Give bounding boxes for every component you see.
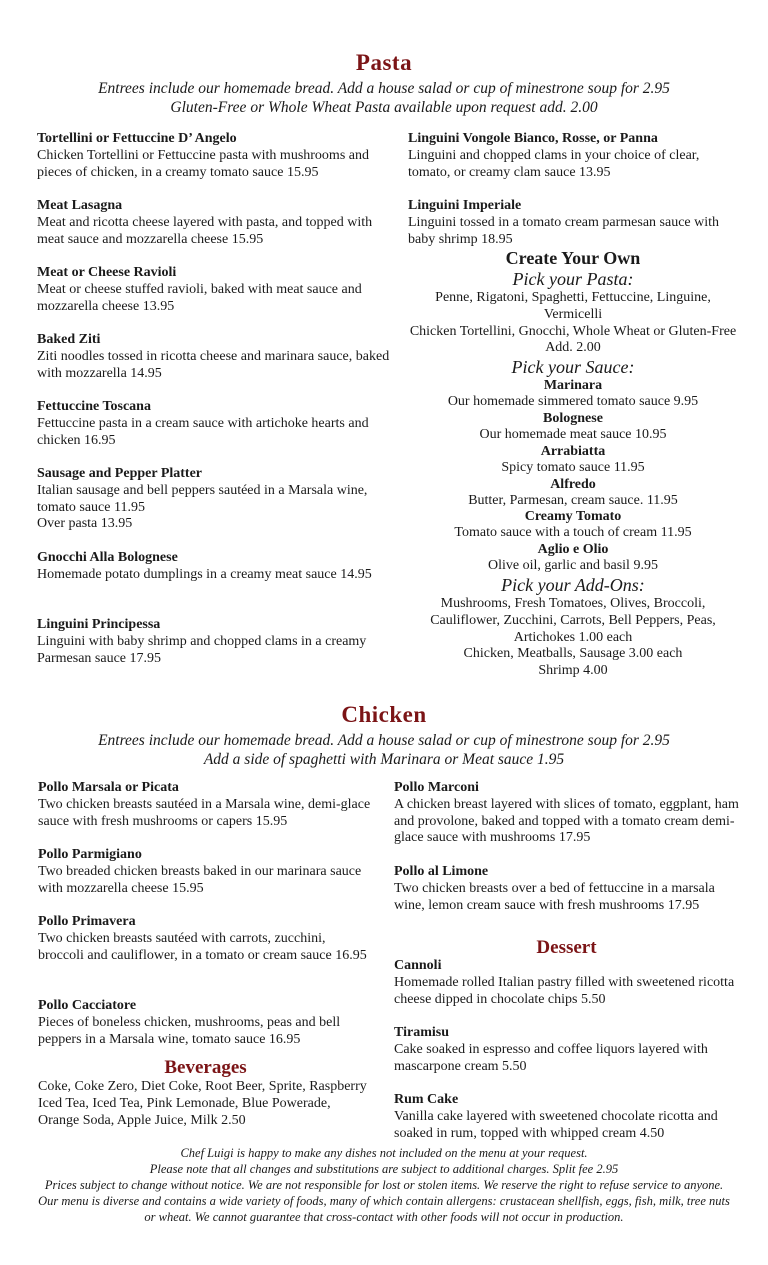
sauce-desc: Tomato sauce with a touch of cream 11.95 bbox=[454, 525, 692, 541]
item-desc: Meat or cheese stuffed ravioli, baked with meat sauce and mozzarella cheese 13.95 bbox=[37, 281, 362, 314]
pasta-subtitle-1: Entrees include our homemade bread. Add a house salad or cup of minestrone soup for 2.95 bbox=[98, 80, 670, 97]
cyo-pasta-list-2: Chicken Tortellini, Gnocchi, Whole Wheat or Gluten-Free Add. 2.00 bbox=[409, 323, 737, 356]
menu-item bbox=[394, 1092, 739, 1142]
item-name: Pollo al Limone bbox=[394, 864, 489, 879]
cyo-pasta-list-1: Penne, Rigatoni, Spaghetti, Fettuccine, Linguine, Vermicelli bbox=[435, 290, 711, 322]
cyo-title: Create Your Own bbox=[505, 248, 641, 268]
menu-item bbox=[37, 466, 392, 533]
sauce-name: Aglio e Olio bbox=[537, 542, 609, 558]
footer bbox=[38, 1145, 730, 1225]
chicken-subtitle-1: Entrees include our homemade bread. Add a house salad or cup of minestrone soup for 2.95 bbox=[98, 732, 670, 749]
dessert-title: Dessert bbox=[536, 937, 597, 958]
item-desc: Homemade potato dumplings in a creamy meat sauce 14.95 bbox=[37, 566, 372, 582]
sauce-desc: Our homemade simmered tomato sauce 9.95 bbox=[447, 394, 699, 410]
menu-item bbox=[394, 864, 739, 914]
menu-item bbox=[37, 265, 392, 315]
item-desc: Cake soaked in espresso and coffee liquors layered with mascarpone cream 5.50 bbox=[394, 1041, 708, 1074]
sauce-name: Marinara bbox=[543, 378, 603, 394]
item-name: Baked Ziti bbox=[37, 332, 101, 347]
item-desc: Chicken Tortellini or Fettuccine pasta with mushrooms and pieces of chicken, in a creamy tomato sauce 15.95 bbox=[37, 147, 369, 180]
item-name: Meat Lasagna bbox=[37, 198, 123, 213]
beverages-list bbox=[38, 1079, 373, 1129]
sauce-desc: Spicy tomato sauce 11.95 bbox=[501, 459, 645, 475]
item-desc: Two chicken breasts over a bed of fettuccine in a marsala wine, lemon cream sauce with fresh mushrooms 17.95 bbox=[394, 880, 715, 913]
item-desc: Ziti noodles tossed in ricotta cheese and marinara sauce, baked with mozzarella 14.95 bbox=[37, 348, 390, 381]
item-name: Pollo Cacciatore bbox=[38, 998, 137, 1013]
footer-line-1: Chef Luigi is happy to make any dishes not included on the menu at your request. bbox=[180, 1146, 588, 1160]
menu-item bbox=[37, 198, 392, 248]
item-name: Fettuccine Toscana bbox=[37, 399, 151, 414]
menu-item bbox=[394, 958, 739, 1008]
item-desc: Linguini with baby shrimp and chopped clams in a creamy Parmesan sauce 17.95 bbox=[37, 633, 367, 666]
sauce-name: Alfredo bbox=[550, 476, 596, 492]
sauce-desc: Our homemade meat sauce 10.95 bbox=[479, 426, 667, 442]
item-name: Linguini Principessa bbox=[37, 617, 161, 632]
menu-item bbox=[408, 131, 738, 181]
item-desc: Italian sausage and bell peppers sautéed in a Marsala wine, tomato sauce 11.95 bbox=[37, 482, 368, 515]
cyo-addons-1: Mushrooms, Fresh Tomatoes, Olives, Broccoli, Cauliflower, Zucchini, Carrots, Bell Peppers, Peas, Artichokes 1.00 each bbox=[430, 595, 716, 645]
sauce-desc: Butter, Parmesan, cream sauce. 11.95 bbox=[468, 492, 678, 508]
menu-item bbox=[37, 550, 392, 584]
item-name: Gnocchi Alla Bolognese bbox=[37, 550, 178, 565]
cyo-addons-3: Shrimp 4.00 bbox=[538, 663, 608, 679]
menu-item bbox=[394, 780, 739, 847]
menu-item bbox=[38, 780, 373, 830]
menu-item bbox=[38, 847, 373, 897]
menu-item bbox=[408, 198, 738, 248]
pasta-subtitle-2: Gluten-Free or Whole Wheat Pasta available upon request add. 2.00 bbox=[170, 99, 598, 116]
item-desc: Vanilla cake layered with sweetened chocolate ricotta and soaked in rum, topped with whipped cream 4.50 bbox=[394, 1108, 718, 1141]
item-desc: A chicken breast layered with slices of tomato, eggplant, ham and provolone, baked and topped with a tomato cream demi-glace sauce with mushrooms 17.95 bbox=[394, 796, 739, 846]
create-your-own-section bbox=[408, 248, 738, 680]
beverages-title: Beverages bbox=[164, 1057, 247, 1078]
menu-item bbox=[38, 998, 373, 1048]
sauce-name: Bolognese bbox=[543, 410, 603, 426]
menu-item bbox=[37, 131, 392, 181]
pasta-title: Pasta bbox=[355, 50, 413, 75]
sauce-desc: Olive oil, garlic and basil 9.95 bbox=[488, 558, 658, 574]
item-desc: Linguini tossed in a tomato cream parmesan sauce with baby shrimp 18.95 bbox=[408, 214, 720, 247]
item-desc: Two chicken breasts sautéed in a Marsala wine, demi-glace sauce with fresh mushrooms or capers 15.95 bbox=[38, 796, 371, 829]
item-name: Cannoli bbox=[394, 958, 442, 973]
cyo-pick-addons: Pick your Add-Ons: bbox=[501, 574, 645, 595]
footer-line-3: Prices subject to change without notice. We are not responsible for lost or stolen items. We reserve the right to refuse service to anyone. Our menu is diverse and contains a wide variety of foods, many of which contain allergens: crustacean shellfish, eggs, fish, milk, tree nuts or wheat. We cannot guarantee that cross-contact with other foods will not occur in production. bbox=[38, 1178, 730, 1224]
chicken-title: Chicken bbox=[341, 702, 427, 727]
beverages-text: Coke, Coke Zero, Diet Coke, Root Beer, Sprite, Raspberry Iced Tea, Iced Tea, Pink Lemonade, Blue Powerade, Orange Soda, Apple Juice, Milk 2.50 bbox=[38, 1079, 367, 1128]
item-name: Pollo Primavera bbox=[38, 914, 136, 929]
item-name: Tortellini or Fettuccine D’ Angelo bbox=[37, 131, 237, 146]
menu-item bbox=[394, 1025, 739, 1075]
item-extra: Over pasta 13.95 bbox=[37, 516, 133, 532]
item-desc: Two chicken breasts sautéed with carrots, zucchini, broccoli and cauliflower, in a tomato or cream sauce 16.95 bbox=[38, 930, 367, 963]
item-name: Meat or Cheese Ravioli bbox=[37, 265, 177, 280]
item-desc: Meat and ricotta cheese layered with pasta, and topped with meat sauce and mozzarella cheese 15.95 bbox=[37, 214, 373, 247]
cyo-pick-pasta: Pick your Pasta: bbox=[512, 269, 634, 289]
cyo-addons-2: Chicken, Meatballs, Sausage 3.00 each bbox=[463, 646, 683, 662]
item-desc: Pieces of boneless chicken, mushrooms, peas and bell peppers in a Marsala wine, tomato sauce 16.95 bbox=[38, 1014, 341, 1047]
footer-line-2: Please note that all changes and substitutions are subject to additional charges. Split fee 2.95 bbox=[149, 1162, 619, 1176]
item-desc: Two breaded chicken breasts baked in our marinara sauce with mozzarella cheese 15.95 bbox=[38, 863, 362, 896]
menu-item bbox=[37, 399, 392, 449]
item-desc: Fettuccine pasta in a cream sauce with artichoke hearts and chicken 16.95 bbox=[37, 415, 369, 448]
item-name: Tiramisu bbox=[394, 1025, 449, 1040]
menu-item bbox=[37, 617, 392, 667]
sauce-name: Arrabiatta bbox=[540, 443, 606, 459]
sauce-name: Creamy Tomato bbox=[524, 509, 622, 525]
item-name: Pollo Parmigiano bbox=[38, 847, 142, 862]
menu-item bbox=[38, 914, 373, 964]
item-name: Linguini Vongole Bianco, Rosse, or Panna bbox=[408, 131, 658, 146]
chicken-subtitle-2: Add a side of spaghetti with Marinara or Meat sauce 1.95 bbox=[203, 751, 565, 768]
item-name: Rum Cake bbox=[394, 1092, 459, 1107]
cyo-pick-sauce: Pick your Sauce: bbox=[511, 357, 635, 378]
menu-item bbox=[37, 332, 392, 382]
item-name: Pollo Marsala or Picata bbox=[38, 780, 179, 795]
item-name: Pollo Marconi bbox=[394, 780, 479, 795]
item-desc: Linguini and chopped clams in your choice of clear, tomato, or creamy clam sauce 13.95 bbox=[408, 147, 700, 180]
item-name: Linguini Imperiale bbox=[408, 198, 522, 213]
item-desc: Homemade rolled Italian pastry filled with sweetened ricotta cheese dipped in chocolate chips 5.50 bbox=[394, 974, 735, 1007]
item-name: Sausage and Pepper Platter bbox=[37, 466, 203, 481]
